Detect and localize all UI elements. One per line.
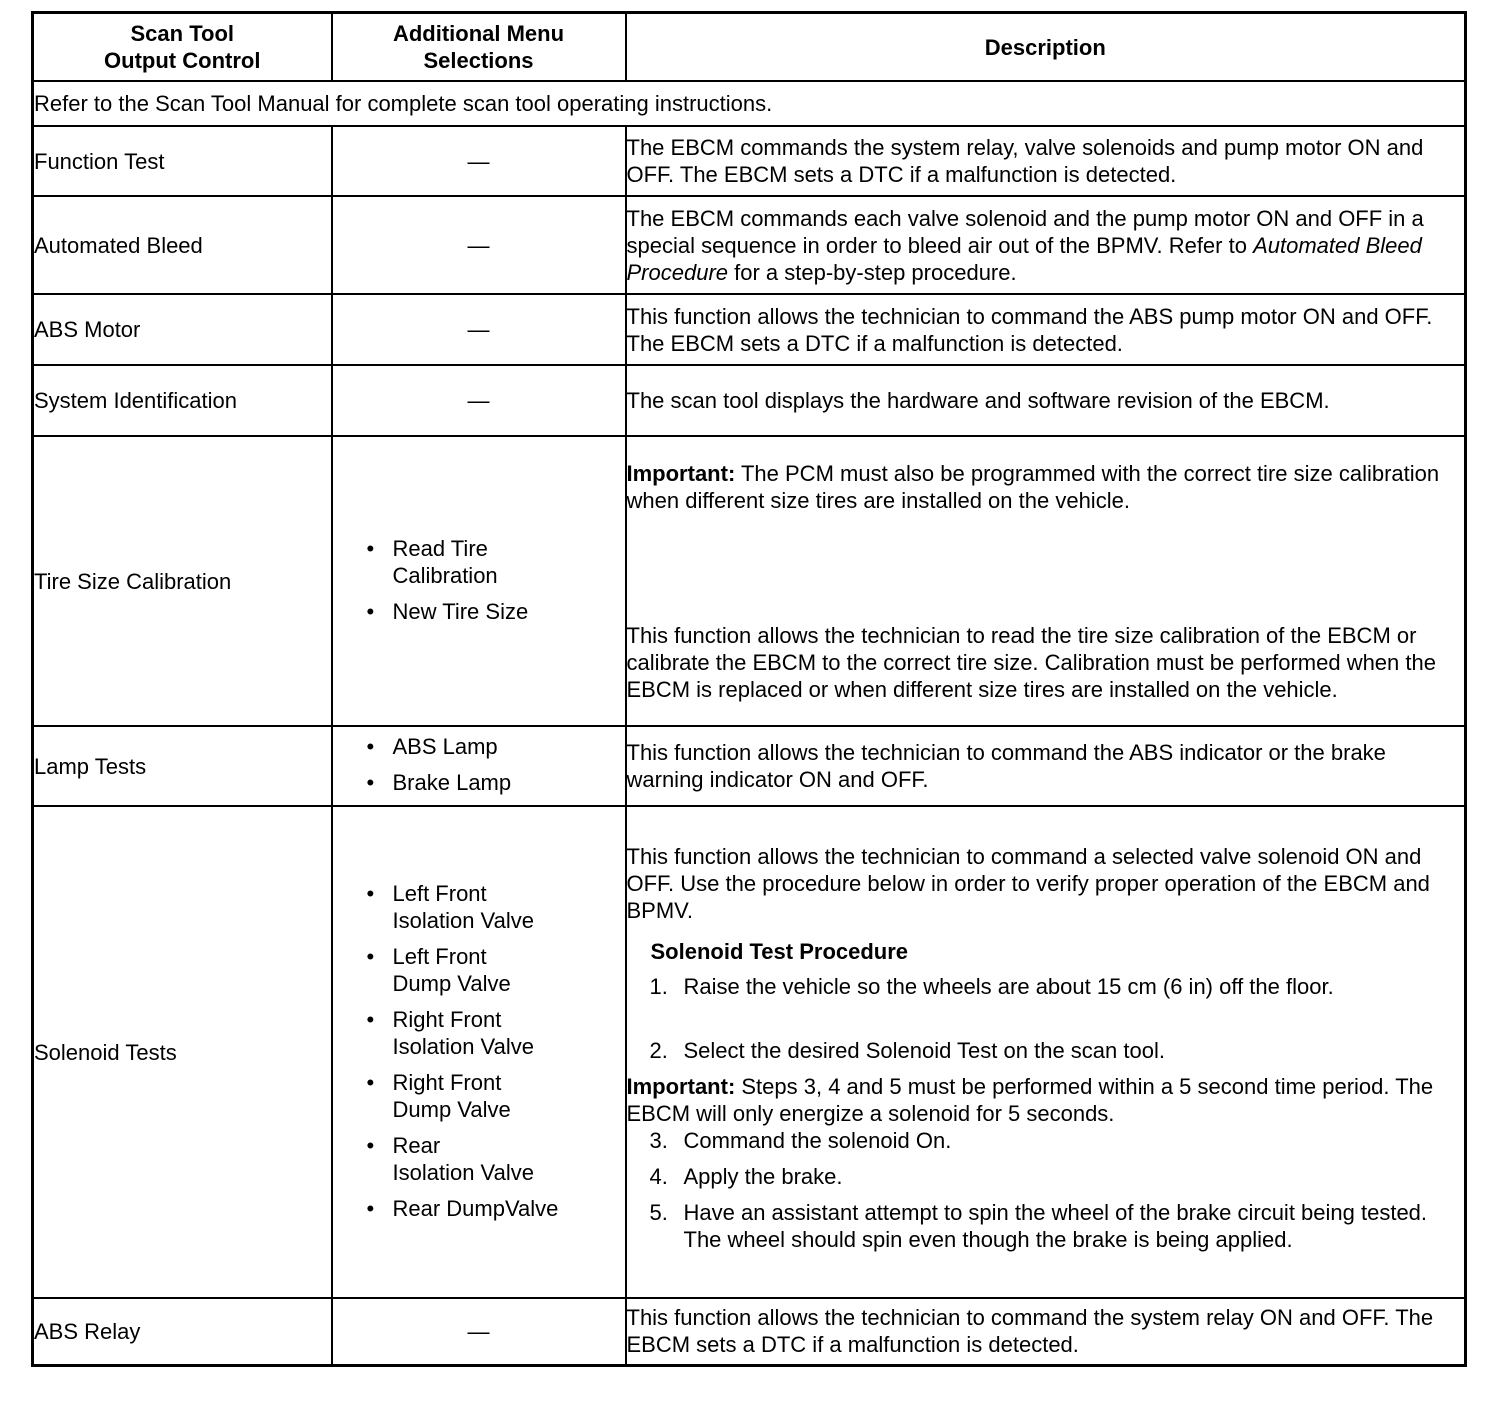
header-line: Scan Tool: [130, 21, 234, 46]
selection-brake-lamp: • Brake Lamp: [367, 769, 625, 796]
step-number: 5.: [649, 1199, 668, 1225]
header-description: Description: [626, 13, 1466, 82]
table-row-solenoid-tests: [33, 806, 1466, 1298]
table-row-lamp-tests: [33, 726, 1466, 806]
selection-line: • Right Front: [392, 1006, 502, 1032]
selections-lamp-tests: [332, 726, 626, 806]
control-system-identification: System Identification: [33, 365, 332, 436]
selections-tire-size-calibration: [332, 436, 626, 726]
description-text: for a step-by-step procedure.: [728, 259, 1017, 285]
control-tire-size-calibration: Tire Size Calibration: [33, 436, 332, 726]
step-text: Have an assistant attempt to spin the wheel of the brake circuit being tested. The wheel should spin even though the brake is being applied.: [683, 1199, 1428, 1252]
step-number: 3.: [649, 1127, 668, 1153]
header-row: [33, 13, 1466, 82]
control-abs-motor: ABS Motor: [33, 294, 332, 365]
important-label: Important:: [626, 460, 736, 486]
description-system-identification: The scan tool displays the hardware and software revision of the EBCM.: [626, 365, 1466, 436]
step-text: Select the desired Solenoid Test on the scan tool.: [683, 1037, 1165, 1063]
selection-rear-isolation-valve: [367, 1132, 625, 1186]
selection-line: Isolation Valve: [392, 907, 534, 933]
important-text: The PCM must also be programmed with the correct tire size calibration when different size tires are installed on the vehicle.: [626, 460, 1440, 513]
selection-line: Isolation Valve: [392, 1159, 534, 1185]
procedure-step: [627, 973, 1465, 1000]
table-row-system-identification: [33, 365, 1466, 436]
no-selection-dash: —: [332, 294, 626, 365]
table-row-abs-relay: [33, 1298, 1466, 1365]
selection-new-tire-size: [367, 598, 625, 625]
table-row-automated-bleed: [33, 196, 1466, 294]
selection-list: [333, 733, 625, 796]
selection-line: Dump Valve: [392, 1096, 511, 1122]
selection-line: • Left Front: [392, 943, 487, 969]
header-line: Output Control: [104, 48, 261, 73]
note-row: [33, 81, 1466, 126]
selection-rear-dump-valve: [367, 1195, 625, 1222]
important-text: Steps 3, 4 and 5 must be performed within a 5 second time period. The EBCM will only energize a solenoid for 5 seconds.: [626, 1073, 1434, 1126]
description-tire-size-calibration: [626, 436, 1466, 726]
control-function-test: Function Test: [33, 126, 332, 196]
table-row-tire-size-calibration: [33, 436, 1466, 726]
selections-solenoid-tests: [332, 806, 626, 1298]
selection-line: Dump Valve: [392, 970, 511, 996]
step-number: 1.: [649, 973, 668, 999]
selection-line: • Rear: [392, 1132, 441, 1158]
table-row-abs-motor: [33, 294, 1466, 365]
control-automated-bleed: Automated Bleed: [33, 196, 332, 294]
procedure-step: [627, 1127, 1465, 1154]
selection-list: [333, 535, 625, 625]
automated-bleed-procedure-reference: Automated Bleed Procedure: [626, 232, 1422, 285]
selection-line: Calibration: [392, 562, 498, 588]
control-abs-relay: ABS Relay: [33, 1298, 332, 1365]
step-text: Apply the brake.: [683, 1163, 843, 1189]
step-text: Command the solenoid On.: [683, 1127, 952, 1153]
procedure-title: Solenoid Test Procedure: [650, 938, 909, 964]
description-automated-bleed: [626, 196, 1466, 294]
important-label: Important:: [626, 1073, 736, 1099]
procedure-step: [627, 1163, 1465, 1190]
description-abs-motor: This function allows the technician to command the ABS pump motor ON and OFF. The EBCM sets a DTC if a malfunction is detected.: [626, 294, 1466, 365]
step-number: 4.: [649, 1163, 668, 1189]
description-abs-relay: This function allows the technician to command the system relay ON and OFF. The EBCM sets a DTC if a malfunction is detected.: [626, 1298, 1466, 1365]
selection-left-front-isolation-valve: [367, 880, 625, 934]
control-lamp-tests: Lamp Tests: [33, 726, 332, 806]
header-line: Additional Menu: [392, 21, 565, 46]
description-text: This function allows the technician to command a selected valve solenoid ON and OFF. Use the procedure below in order to verify proper operation of the EBCM and BPMV.: [626, 843, 1430, 923]
spacer: [627, 514, 1465, 622]
selection-left-front-dump-valve: [367, 943, 625, 997]
step-text: Raise the vehicle so the wheels are about 15 cm (6 in) off the floor.: [683, 973, 1334, 999]
selection-abs-lamp: • ABS Lamp: [367, 733, 625, 760]
description-solenoid-tests: [626, 806, 1466, 1298]
selection-line: • New Tire Size: [392, 598, 529, 624]
no-selection-dash: —: [332, 126, 626, 196]
procedure-steps: [627, 1127, 1465, 1253]
important-note: [627, 460, 1465, 514]
selection-line: • Right Front: [392, 1069, 502, 1095]
selection-list: [333, 880, 625, 1222]
no-selection-dash: —: [332, 365, 626, 436]
selection-line: • Rear DumpValve: [392, 1195, 559, 1221]
description-lamp-tests: This function allows the technician to command the ABS indicator or the brake warning indicator ON and OFF.: [626, 726, 1466, 806]
description-text: The EBCM commands each valve solenoid and the pump motor ON and OFF in a special sequence in order to bleed air out of the BPMV. Refer to: [626, 205, 1424, 258]
spacer: [627, 1009, 1465, 1037]
selection-line: Isolation Valve: [392, 1033, 534, 1059]
selection-right-front-isolation-valve: [367, 1006, 625, 1060]
selection-right-front-dump-valve: [367, 1069, 625, 1123]
manual-note: Refer to the Scan Tool Manual for complete scan tool operating instructions.: [33, 81, 1466, 126]
control-solenoid-tests: Solenoid Tests: [33, 806, 332, 1298]
description-text: This function allows the technician to read the tire size calibration of the EBCM or calibrate the EBCM to the correct tire size. Calibration must be performed when the EBCM is replaced or when different size tires are installed on the vehicle.: [626, 622, 1436, 702]
step-number: 2.: [649, 1037, 668, 1063]
header-line: Selections: [423, 48, 534, 73]
selection-line: • Left Front: [392, 880, 487, 906]
header-scan-tool-output-control: [33, 13, 332, 82]
selection-line: • Read Tire: [392, 535, 488, 561]
no-selection-dash: —: [332, 196, 626, 294]
description-function-test: The EBCM commands the system relay, valve solenoids and pump motor ON and OFF. The EBCM sets a DTC if a malfunction is detected.: [626, 126, 1466, 196]
selection-read-tire-calibration: [367, 535, 625, 589]
procedure-step: [627, 1037, 1465, 1064]
important-note: [627, 1073, 1465, 1127]
no-selection-dash: —: [332, 1298, 626, 1365]
procedure-steps: [627, 973, 1465, 1064]
procedure-step: [627, 1199, 1465, 1253]
scan-tool-output-control-table: [31, 11, 1467, 1367]
table-row-function-test: [33, 126, 1466, 196]
header-additional-menu-selections: [332, 13, 626, 82]
